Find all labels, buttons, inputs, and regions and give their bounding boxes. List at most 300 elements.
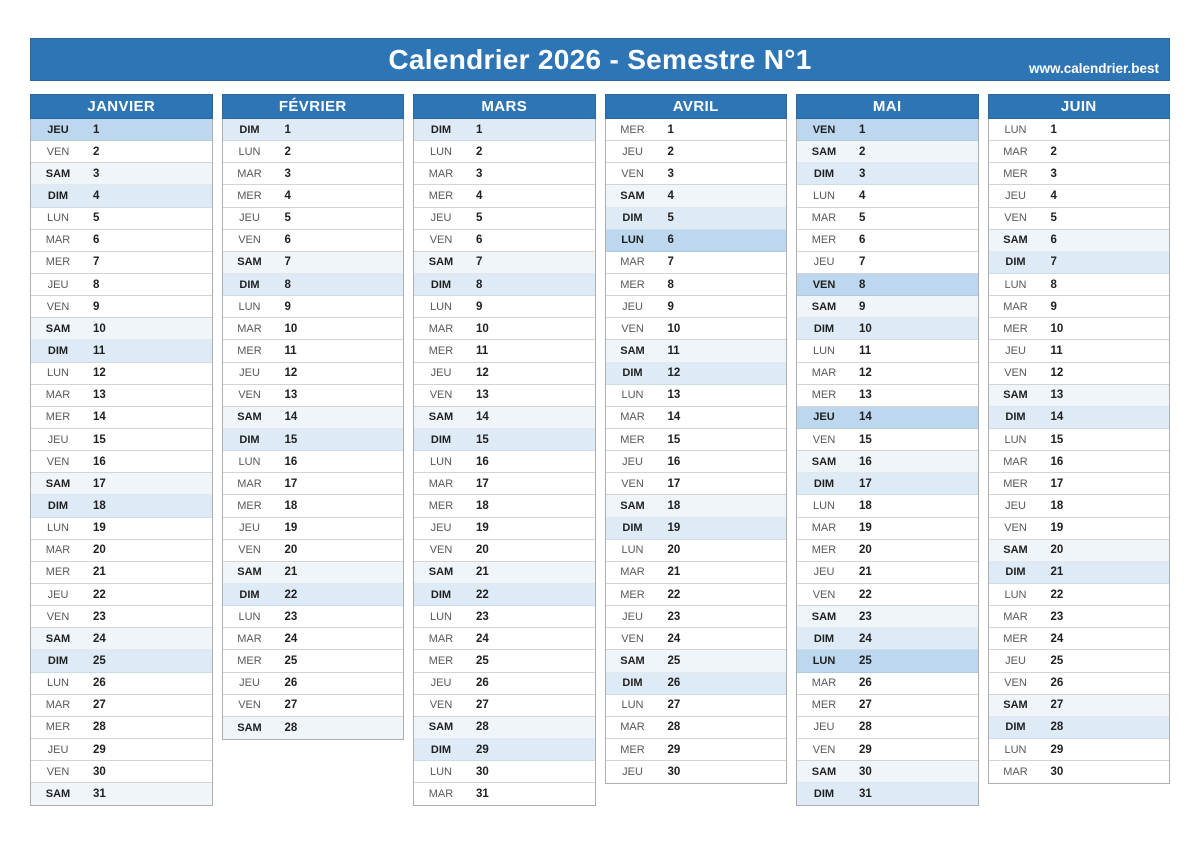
day-number: 5: [667, 212, 674, 225]
day-abbr: JEU: [622, 610, 643, 623]
day-row: [797, 650, 978, 672]
day-number: 11: [1050, 344, 1063, 357]
day-number: 21: [667, 566, 681, 579]
day-number: 20: [667, 544, 681, 557]
day-row: [606, 385, 787, 407]
day-row: [223, 318, 404, 340]
day-row: [797, 739, 978, 761]
day-row: [223, 628, 404, 650]
day-row: [223, 540, 404, 562]
day-row: [414, 650, 595, 672]
day-number: 4: [1050, 189, 1057, 202]
day-abbr: SAM: [620, 499, 645, 512]
day-number: 6: [1050, 234, 1057, 247]
day-number: 15: [667, 433, 681, 446]
day-abbr: SAM: [1003, 234, 1028, 247]
day-number: 26: [476, 677, 489, 690]
day-number: 19: [1050, 522, 1064, 535]
day-number: 26: [667, 677, 681, 690]
day-number: 16: [1050, 455, 1064, 468]
day-number: 18: [284, 499, 298, 512]
day-abbr: MER: [428, 654, 454, 667]
day-abbr: LUN: [238, 145, 261, 158]
day-abbr: DIM: [622, 677, 643, 690]
day-row: [223, 141, 404, 163]
day-row: [989, 230, 1170, 252]
day-row: [414, 141, 595, 163]
day-row: [223, 584, 404, 606]
day-row: [797, 761, 978, 783]
day-row: [414, 673, 595, 695]
day-row: [797, 518, 978, 540]
day-row: [223, 451, 404, 473]
day-number: 4: [284, 189, 291, 202]
day-row: [223, 385, 404, 407]
day-abbr: MAR: [811, 522, 837, 535]
day-abbr: LUN: [621, 699, 644, 712]
day-abbr: MER: [1003, 167, 1028, 180]
day-abbr: SAM: [811, 145, 837, 158]
day-abbr: DIM: [1005, 566, 1026, 579]
day-abbr: MER: [1003, 477, 1028, 490]
day-row: [797, 562, 978, 584]
day-abbr: MER: [811, 234, 837, 247]
day-number: 20: [93, 544, 106, 557]
day-abbr: LUN: [621, 234, 644, 247]
day-number: 28: [476, 721, 489, 734]
day-number: 8: [93, 278, 100, 291]
day-row: [606, 252, 787, 274]
day-row: [414, 783, 595, 805]
day-number: 9: [667, 300, 674, 313]
day-abbr: JEU: [47, 123, 69, 136]
day-abbr: SAM: [811, 765, 837, 778]
day-row: [989, 407, 1170, 429]
day-number: 5: [93, 212, 100, 225]
day-number: 11: [93, 344, 106, 357]
day-number: 15: [859, 433, 872, 446]
day-row: [797, 208, 978, 230]
day-row: [797, 495, 978, 517]
day-abbr: DIM: [47, 189, 69, 202]
day-number: 31: [93, 788, 106, 801]
day-abbr: MAR: [1003, 145, 1028, 158]
day-number: 14: [859, 411, 872, 424]
day-abbr: MER: [237, 654, 262, 667]
day-row: [414, 695, 595, 717]
day-abbr: MAR: [428, 788, 454, 801]
day-row: [31, 340, 212, 362]
day-abbr: MAR: [237, 167, 262, 180]
day-number: 24: [476, 632, 489, 645]
day-number: 4: [476, 189, 483, 202]
day-abbr: MER: [237, 344, 262, 357]
day-number: 25: [667, 654, 681, 667]
day-abbr: MAR: [620, 411, 645, 424]
day-abbr: VEN: [621, 322, 644, 335]
day-row: [989, 628, 1170, 650]
day-abbr: SAM: [620, 344, 645, 357]
day-number: 5: [1050, 212, 1057, 225]
day-abbr: JEU: [430, 677, 452, 690]
day-number: 22: [284, 588, 298, 601]
day-row: [31, 230, 212, 252]
day-abbr: VEN: [1004, 367, 1027, 380]
day-abbr: SAM: [1003, 544, 1028, 557]
month-juin: [988, 94, 1171, 784]
day-row: [414, 208, 595, 230]
day-row: [223, 185, 404, 207]
day-row: [414, 340, 595, 362]
day-row: [31, 163, 212, 185]
day-abbr: LUN: [1004, 588, 1027, 601]
title-bar: [30, 38, 1170, 81]
day-row: [606, 518, 787, 540]
day-row: [797, 407, 978, 429]
day-abbr: JEU: [430, 522, 452, 535]
day-abbr: JEU: [430, 367, 452, 380]
day-number: 3: [284, 167, 291, 180]
day-number: 8: [476, 278, 483, 291]
day-row: [797, 363, 978, 385]
page-title: Calendrier 2026 - Semestre N°1: [388, 43, 812, 75]
day-row: [31, 407, 212, 429]
day-row: [989, 363, 1170, 385]
day-row: [797, 230, 978, 252]
day-row: [31, 185, 212, 207]
day-row: [223, 650, 404, 672]
day-number: 7: [93, 256, 100, 269]
day-number: 29: [1050, 743, 1064, 756]
day-abbr: MAR: [428, 167, 454, 180]
day-abbr: MAR: [620, 721, 645, 734]
day-row: [223, 119, 404, 141]
day-number: 9: [476, 300, 483, 313]
day-number: 23: [859, 610, 872, 623]
day-number: 18: [1050, 499, 1064, 512]
day-row: [31, 518, 212, 540]
day-abbr: JEU: [47, 743, 69, 756]
day-number: 6: [667, 234, 674, 247]
day-abbr: JEU: [1005, 344, 1026, 357]
day-row: [797, 385, 978, 407]
day-row: [414, 584, 595, 606]
day-number: 16: [93, 455, 106, 468]
day-number: 7: [284, 256, 291, 269]
day-row: [31, 673, 212, 695]
day-row: [606, 540, 787, 562]
day-row: [989, 340, 1170, 362]
day-row: [31, 318, 212, 340]
day-number: 14: [284, 411, 298, 424]
day-abbr: MAR: [45, 699, 71, 712]
day-abbr: SAM: [428, 411, 454, 424]
day-row: [606, 451, 787, 473]
day-number: 6: [284, 234, 291, 247]
day-row: [797, 318, 978, 340]
day-row: [414, 628, 595, 650]
day-abbr: DIM: [47, 654, 69, 667]
day-number: 15: [284, 433, 298, 446]
day-abbr: LUN: [429, 300, 452, 313]
day-abbr: DIM: [47, 499, 69, 512]
day-abbr: DIM: [430, 278, 452, 291]
day-abbr: DIM: [239, 588, 260, 601]
day-number: 31: [476, 788, 489, 801]
day-number: 19: [284, 522, 298, 535]
day-abbr: SAM: [428, 566, 454, 579]
day-row: [31, 717, 212, 739]
day-number: 6: [476, 234, 483, 247]
day-abbr: LUN: [429, 610, 452, 623]
day-row: [31, 540, 212, 562]
day-abbr: VEN: [238, 389, 261, 402]
day-row: [606, 141, 787, 163]
day-row: [989, 739, 1170, 761]
day-row: [31, 473, 212, 495]
day-abbr: MAR: [428, 632, 454, 645]
day-row: [797, 429, 978, 451]
day-row: [414, 185, 595, 207]
day-row: [989, 584, 1170, 606]
day-abbr: MER: [428, 189, 454, 202]
day-number: 11: [476, 344, 489, 357]
day-row: [989, 495, 1170, 517]
day-abbr: VEN: [46, 145, 70, 158]
day-row: [414, 562, 595, 584]
day-number: 3: [859, 167, 866, 180]
month-header: JUIN: [988, 94, 1171, 119]
day-abbr: JEU: [239, 367, 260, 380]
month-header: MARS: [413, 94, 596, 119]
day-row: [797, 717, 978, 739]
day-number: 13: [1050, 389, 1064, 402]
day-abbr: VEN: [238, 234, 261, 247]
day-abbr: VEN: [46, 455, 70, 468]
day-number: 22: [1050, 588, 1064, 601]
day-number: 20: [1050, 544, 1064, 557]
day-row: [989, 274, 1170, 296]
day-number: 12: [476, 367, 489, 380]
day-number: 3: [1050, 167, 1057, 180]
day-abbr: LUN: [621, 389, 644, 402]
day-abbr: DIM: [813, 322, 835, 335]
day-number: 12: [859, 367, 872, 380]
day-number: 14: [1050, 411, 1064, 424]
day-row: [606, 119, 787, 141]
day-row: [31, 119, 212, 141]
day-number: 16: [859, 455, 872, 468]
day-abbr: SAM: [428, 256, 454, 269]
day-row: [414, 518, 595, 540]
day-abbr: VEN: [429, 389, 453, 402]
day-row: [31, 739, 212, 761]
day-abbr: VEN: [238, 699, 261, 712]
month-avril: [605, 94, 788, 784]
day-number: 6: [93, 234, 100, 247]
day-number: 17: [93, 477, 106, 490]
day-number: 29: [859, 743, 872, 756]
day-abbr: VEN: [1004, 677, 1027, 690]
day-abbr: VEN: [812, 433, 836, 446]
day-abbr: SAM: [428, 721, 454, 734]
day-abbr: JEU: [813, 256, 835, 269]
day-number: 3: [476, 167, 483, 180]
day-number: 28: [284, 721, 298, 734]
day-abbr: LUN: [238, 300, 261, 313]
day-number: 10: [476, 322, 489, 335]
day-number: 4: [859, 189, 866, 202]
day-abbr: JEU: [622, 766, 643, 779]
day-row: [606, 163, 787, 185]
day-row: [223, 562, 404, 584]
day-abbr: MAR: [237, 477, 262, 490]
day-number: 19: [476, 522, 489, 535]
day-row: [414, 495, 595, 517]
day-abbr: MAR: [45, 544, 71, 557]
day-row: [797, 163, 978, 185]
day-number: 2: [476, 145, 483, 158]
day-row: [414, 739, 595, 761]
day-number: 1: [284, 123, 291, 136]
day-abbr: VEN: [812, 278, 836, 291]
day-number: 21: [93, 566, 106, 579]
day-row: [989, 451, 1170, 473]
day-row: [606, 296, 787, 318]
day-row: [31, 606, 212, 628]
day-row: [606, 208, 787, 230]
day-number: 30: [93, 765, 106, 778]
day-row: [414, 473, 595, 495]
day-abbr: DIM: [239, 123, 260, 136]
day-number: 19: [859, 522, 872, 535]
day-row: [989, 252, 1170, 274]
day-abbr: VEN: [238, 544, 261, 557]
day-row: [414, 451, 595, 473]
day-abbr: LUN: [46, 367, 69, 380]
day-row: [606, 274, 787, 296]
day-abbr: VEN: [621, 477, 644, 490]
day-abbr: DIM: [430, 123, 452, 136]
day-row: [606, 673, 787, 695]
day-row: [223, 429, 404, 451]
day-number: 20: [476, 544, 489, 557]
day-row: [223, 407, 404, 429]
day-number: 24: [1050, 632, 1064, 645]
day-abbr: MER: [620, 278, 645, 291]
day-row: [606, 363, 787, 385]
day-number: 17: [1050, 477, 1064, 490]
day-row: [606, 318, 787, 340]
day-number: 21: [284, 566, 298, 579]
day-row: [989, 163, 1170, 185]
day-number: 26: [93, 677, 106, 690]
day-abbr: LUN: [812, 499, 835, 512]
day-row: [31, 429, 212, 451]
day-row: [606, 606, 787, 628]
day-row: [223, 606, 404, 628]
day-row: [797, 252, 978, 274]
month-body: [413, 119, 596, 806]
day-number: 1: [93, 123, 100, 136]
day-number: 18: [667, 499, 681, 512]
day-row: [414, 363, 595, 385]
day-abbr: LUN: [238, 610, 261, 623]
day-row: [223, 296, 404, 318]
day-number: 15: [476, 433, 489, 446]
day-abbr: JEU: [622, 145, 643, 158]
day-row: [414, 429, 595, 451]
day-abbr: DIM: [622, 212, 643, 225]
day-row: [989, 318, 1170, 340]
day-abbr: MER: [45, 411, 71, 424]
day-abbr: LUN: [46, 522, 69, 535]
day-number: 10: [667, 322, 681, 335]
day-abbr: MER: [45, 566, 71, 579]
day-number: 2: [859, 145, 866, 158]
day-row: [989, 761, 1170, 783]
day-number: 5: [284, 212, 291, 225]
day-row: [31, 451, 212, 473]
day-row: [606, 473, 787, 495]
day-row: [797, 274, 978, 296]
day-row: [606, 717, 787, 739]
day-abbr: VEN: [429, 544, 453, 557]
day-row: [31, 296, 212, 318]
day-abbr: MER: [620, 588, 645, 601]
day-row: [223, 518, 404, 540]
day-row: [989, 673, 1170, 695]
day-number: 16: [476, 455, 489, 468]
day-abbr: SAM: [237, 411, 262, 424]
day-abbr: DIM: [813, 788, 835, 801]
day-abbr: VEN: [812, 588, 836, 601]
day-abbr: SAM: [45, 788, 71, 801]
day-row: [797, 783, 978, 805]
day-row: [223, 274, 404, 296]
day-row: [797, 141, 978, 163]
day-number: 15: [93, 433, 106, 446]
day-abbr: LUN: [429, 455, 452, 468]
day-abbr: DIM: [239, 278, 260, 291]
website-link[interactable]: www.calendrier.best: [1028, 61, 1159, 76]
day-abbr: MAR: [237, 322, 262, 335]
day-abbr: MAR: [1003, 455, 1028, 468]
day-abbr: SAM: [1003, 389, 1028, 402]
day-number: 24: [93, 632, 106, 645]
day-row: [223, 717, 404, 739]
day-row: [797, 451, 978, 473]
day-number: 26: [1050, 677, 1064, 690]
day-abbr: SAM: [45, 167, 71, 180]
day-number: 22: [667, 588, 681, 601]
day-abbr: SAM: [811, 455, 837, 468]
day-row: [31, 783, 212, 805]
day-abbr: DIM: [47, 344, 69, 357]
day-abbr: VEN: [46, 300, 70, 313]
day-number: 13: [476, 389, 489, 402]
day-row: [989, 119, 1170, 141]
month-mars: [413, 94, 596, 806]
day-number: 20: [859, 544, 872, 557]
day-number: 2: [284, 145, 291, 158]
day-abbr: MER: [620, 433, 645, 446]
day-number: 18: [859, 499, 872, 512]
day-row: [989, 141, 1170, 163]
day-abbr: VEN: [1004, 212, 1027, 225]
day-abbr: DIM: [430, 588, 452, 601]
day-row: [797, 119, 978, 141]
